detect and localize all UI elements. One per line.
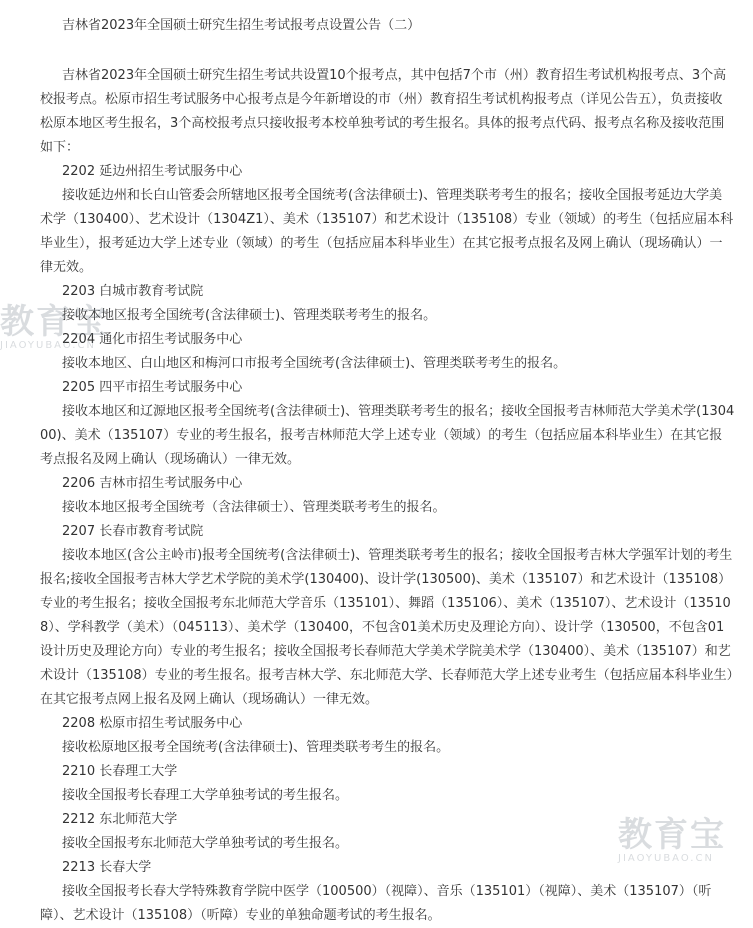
site-description: 接收全国报考长春理工大学单独考试的考生报名。 — [62, 788, 349, 803]
site-heading: 2206 吉林市招生考试服务中心 — [62, 476, 243, 491]
site-description: 接收本地区(含公主岭市)报考全国统考(含法律硕士)、管理类联考考生的报名；接收全国报考吉林大学强军计划的考生报名;接收全国报考吉林大学艺术学院的美术学(130400)、设计学(130500)、美术（135107）和艺术设计（135108）专业的考生报名；接收全国报考东北师范大学音乐（135101）、舞蹈（135106）、美术（135107）、艺术设计（135108）、学科教学（美术）（045113）、美术学（130400，不包含01美术历史及理论方向）、设计学（130500，不包含01设计历史及理论方向）专业的考生报名；接收全国报考长春师范大学美术学院美术学（130400）、美术（135107）和艺术设计（135108）专业的考生报名。报考吉林大学、东北师范大学、长春师范大学上述专业考生（包括应届本科毕业生）在其它报考点网上报名及网上确认（现场确认）一律无效。 — [40, 548, 734, 707]
site-heading: 2210 长春理工大学 — [62, 764, 178, 779]
site-description: 接收延边州和长白山管委会所辖地区报考全国统考(含法律硕士)、管理类联考考生的报名；接收全国报考延边大学美术学（130400）、艺术设计（1304Z1）、美术（135107）和艺术设计（135108）专业（领域）的考生（包括应届本科毕业生），报考延边大学上述专业（领域）的考生（包括应届本科毕业生）在其它报考点报名及网上确认（现场确认）一律无效。 — [40, 188, 734, 275]
watermark-domain: JIAOYUBAO.CN — [618, 853, 714, 864]
site-list — [40, 160, 735, 928]
site-heading: 2203 白城市教育考试院 — [62, 284, 204, 299]
site-description: 接收本地区报考全国统考（含法律硕士）、管理类联考考生的报名。 — [62, 500, 446, 515]
site-description: 接收本地区、白山地区和梅河口市报考全国统考(含法律硕士)、管理类联考考生的报名。 — [62, 356, 567, 371]
site-description: 接收本地区报考全国统考(含法律硕士)、管理类联考考生的报名。 — [62, 308, 437, 323]
site-description: 接收全国报考长春大学特殊教育学院中医学（100500）（视障）、音乐（135101）（视障）、美术（135107）（听障）、艺术设计（135108）（听障）专业的单独命题考试的考生报名。 — [40, 884, 712, 923]
site-heading: 2202 延边州招生考试服务中心 — [62, 164, 243, 179]
site-heading: 2205 四平市招生考试服务中心 — [62, 380, 243, 395]
site-heading: 2213 长春大学 — [62, 860, 152, 875]
site-heading: 2208 松原市招生考试服务中心 — [62, 716, 243, 731]
site-heading: 2207 长春市教育考试院 — [62, 524, 204, 539]
site-heading: 2204 通化市招生考试服务中心 — [62, 332, 243, 347]
watermark-brand: 教育宝 — [618, 815, 726, 855]
site-description: 接收全国报考东北师范大学单独考试的考生报名。 — [62, 836, 349, 851]
site-description: 接收本地区和辽源地区报考全国统考(含法律硕士)、管理类联考考生的报名；接收全国报考吉林师范大学美术学(130400)、美术（135107）专业的考生报名，报考吉林师范大学上述专业（领域）的考生（包括应届本科毕业生）在其它报考点报名及网上确认（现场确认）一律无效。 — [40, 404, 735, 467]
intro-paragraph: 吉林省2023年全国硕士研究生招生考试共设置10个报考点，其中包括7个市（州）教育招生考试机构报考点、3个高校报考点。松原市招生考试服务中心报考点是今年新增设的市（州）教育招生考试机构报考点（详见公告五），负责接收松原本地区考生报名，3个高校报考点只接收报考本校单独考试的考生报名。具体的报考点代码、报考点名称及接收范围如下： — [40, 68, 727, 155]
watermark-domain: JIAOYUBAO.CN — [0, 340, 96, 351]
page-title: 吉林省2023年全国硕士研究生招生考试报考点设置公告（二） — [62, 18, 421, 33]
site-description: 接收松原地区报考全国统考(含法律硕士)、管理类联考考生的报名。 — [62, 740, 450, 755]
watermark-brand: 教育宝 — [0, 302, 108, 342]
site-heading: 2212 东北师范大学 — [62, 812, 178, 827]
